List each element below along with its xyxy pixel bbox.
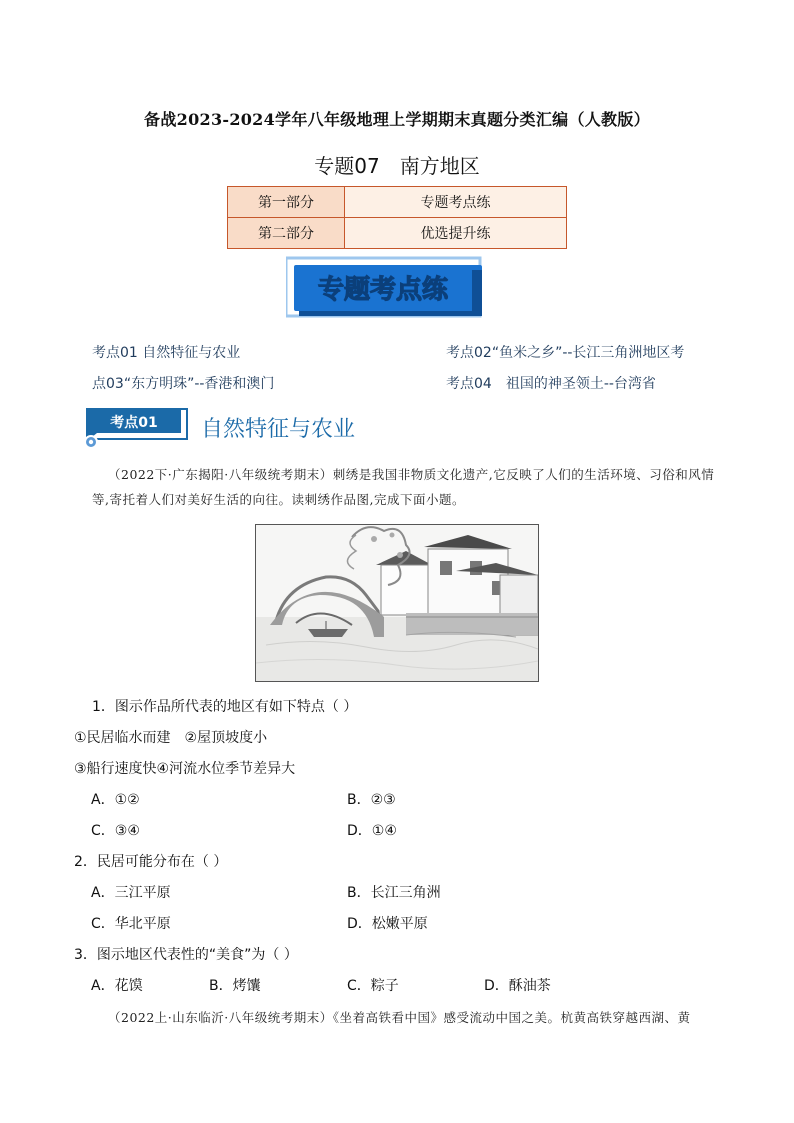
q3-option-a[interactable]: A．花馍: [91, 978, 143, 994]
question-intro-1: （2022下·广东揭阳·八年级统考期末）刺绣是我国非物质文化遗产,它反映了人们的生活环境、习俗和风情等,寄托着人们对美好生活的向往。读刺绣作品图,完成下面小题。: [92, 467, 715, 507]
q2-option-b[interactable]: B．长江三角洲: [347, 885, 441, 901]
q2-option-c[interactable]: C．华北平原: [91, 916, 171, 932]
q1-option-a[interactable]: A．①②: [91, 792, 140, 808]
question-1-stem: 1．图示作品所代表的地区有如下特点（ ）: [92, 699, 358, 715]
table-row: [228, 187, 567, 218]
q3-option-c[interactable]: C．粽子: [347, 978, 399, 994]
question-2-stem: 2．民居可能分布在（ ）: [74, 854, 228, 870]
q3-option-b[interactable]: B．烤馕: [209, 978, 261, 994]
question-1-statements-2: ③船行速度快④河流水位季节差异大: [74, 761, 296, 777]
kaodian-link-3[interactable]: 点03“东方明珠”--香港和澳门: [92, 376, 275, 392]
kaodian-link-2[interactable]: 考点02“鱼米之乡”--长江三角洲地区考: [446, 345, 685, 361]
q1-option-c[interactable]: C．③④: [91, 823, 140, 839]
banner-graphic: [286, 256, 486, 318]
banner-label: 专题考点练: [317, 275, 449, 305]
kaodian-link-1[interactable]: 考点01 自然特征与农业: [92, 345, 241, 361]
topic-subtitle: 专题07 南方地区: [314, 154, 480, 178]
section-title: 自然特征与农业: [201, 417, 356, 442]
part-name-cell: 优选提升练: [345, 218, 567, 249]
question-1-statements-1: ①民居临水而建 ②屋顶坡度小: [74, 730, 268, 746]
embroidery-image: [255, 524, 539, 682]
q2-option-a[interactable]: A．三江平原: [91, 885, 171, 901]
part-label-cell: 第一部分: [228, 187, 345, 218]
q1-option-d[interactable]: D．①④: [347, 823, 397, 839]
document-title: 备战2023-2024学年八年级地理上学期期末真题分类汇编（人教版）: [144, 110, 650, 129]
section-banner: [286, 256, 486, 318]
q3-option-d[interactable]: D．酥油茶: [484, 978, 551, 994]
part-name-cell: 专题考点练: [345, 187, 567, 218]
kaodian-link-4[interactable]: 考点04 祖国的神圣领土--台湾省: [446, 376, 656, 392]
part-label-cell: 第二部分: [228, 218, 345, 249]
q2-option-d[interactable]: D．松嫩平原: [347, 916, 428, 932]
q1-option-b[interactable]: B．②③: [347, 792, 396, 808]
parts-table: [227, 186, 567, 249]
question-3-stem: 3．图示地区代表性的“美食”为（ ）: [74, 947, 298, 963]
question-intro-2: （2022上·山东临沂·八年级统考期末）《坐着高铁看中国》感受流动中国之美。杭黄高铁穿越西湖、黄: [108, 1010, 691, 1025]
table-row: [228, 218, 567, 249]
section-tag-label: 考点01: [110, 415, 158, 431]
section-tag: [83, 406, 191, 450]
